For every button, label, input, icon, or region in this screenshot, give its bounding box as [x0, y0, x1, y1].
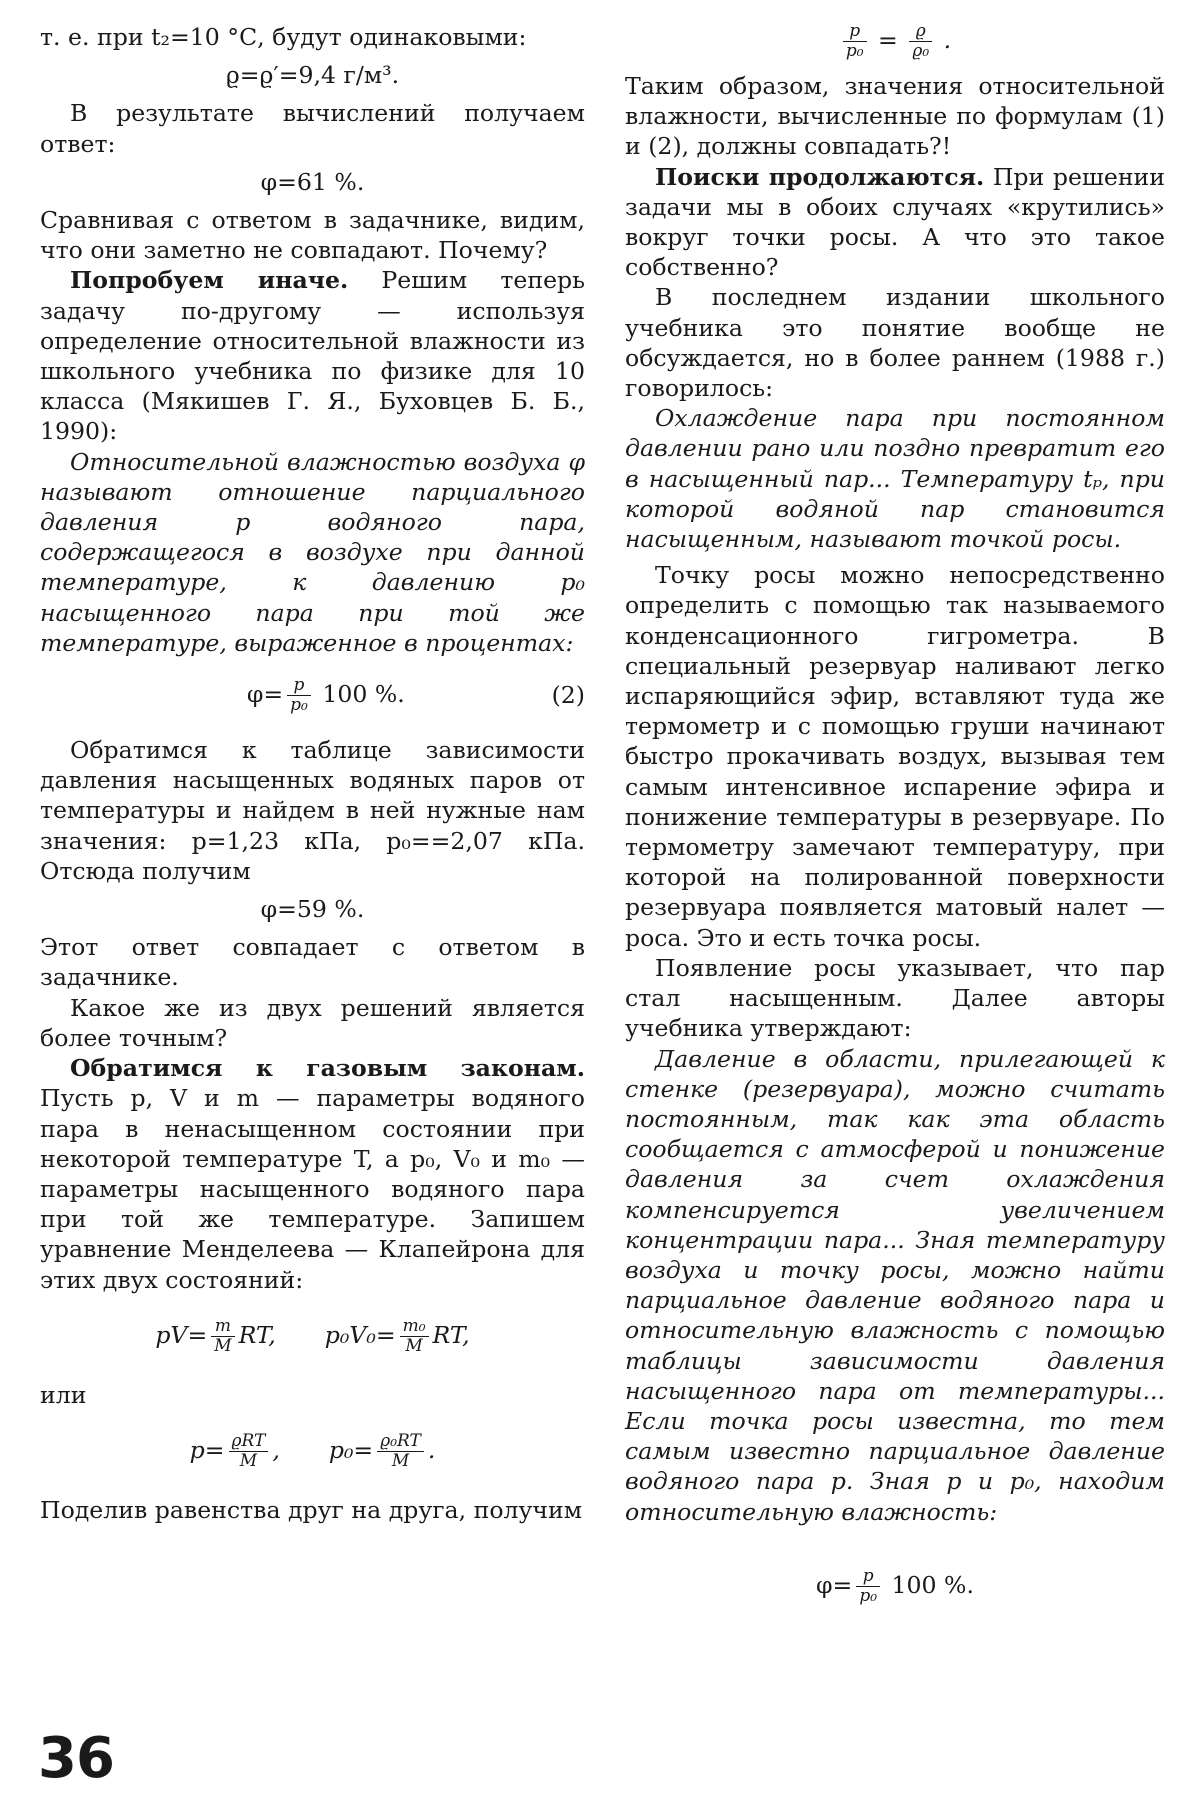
equation-ratio-equals: =: [878, 26, 898, 54]
equation-p0-fraction: [377, 1432, 424, 1471]
equation-2-rhs: 100 %.: [322, 680, 405, 709]
equation-2-numerator: p: [287, 676, 311, 696]
paragraph-last-edition: В последнем издании школьного учебника это понятие вообще не обсуждается, но в более раннем (1988 г.) говорилось:: [625, 283, 1165, 403]
equation-final-rhs: 100 %.: [891, 1570, 974, 1599]
paragraph-search-text: При решении задачи мы в обоих случаях «крутились» вокруг точки росы. А что это такое собственно?: [625, 162, 1165, 282]
quote-pressure: Давление в области, прилегающей к стенке (резервуара), можно считать постоянным, так как эта область сообщается с атмосферой и понижение давления за счет охлаждения компенсируется увеличением концентрации пара... Зная температуру воздуха и точку росы, можно найти парциальное давление водяного пара и относительную влажность с помощью таблицы зависимости давления насыщенного пара от температуры... Если точка росы известна, то тем самым известно парциальное давление водяного пара p. Зная p и p₀, находим относительную влажность:: [625, 1044, 1165, 1526]
paragraph-gas-laws: [40, 1053, 585, 1295]
paragraph-table: Обратимся к таблице зависимости давления насыщенных водяных паров от температуры и найдем в ней нужные нам значения: p=1,23 кПа, p₀==2,07 кПа. Отсюда получим: [40, 736, 585, 885]
equation-p-fraction: [229, 1432, 269, 1471]
equation-2-lhs: φ=: [246, 680, 284, 709]
equation-p0-rhs: .: [427, 1435, 436, 1464]
heading-gas-laws: Обратимся к газовым законам.: [70, 1054, 585, 1083]
equation-mk1-denominator: M: [214, 1335, 232, 1356]
equation-mk2-fraction: [400, 1317, 429, 1356]
equation-mk1-rhs: RT,: [238, 1320, 276, 1349]
equation-final: [625, 1567, 1165, 1606]
equation-p-numerator: ϱRT: [229, 1432, 269, 1452]
equation-ratio-end: .: [943, 26, 952, 54]
paragraph-try-text: Решим теперь задачу по-другому — используя определение относительной влажности из школьного учебника по физике для 10 класса (Мякишев Г. Я., Буховцев Б. Б., 1990):: [40, 266, 585, 446]
equation-mk2-numerator: m₀: [400, 1317, 429, 1337]
equation-p-rhs: ,: [272, 1435, 280, 1464]
quote-definition: Относительной влажностью воздуха φ называют отношение парциального давления p водяного пара, содержащегося в воздухе при данной температуре, к давлению p₀ насыщенного пара при той же температуре, выраженное в процентах:: [40, 447, 585, 657]
equation-ratio-fraction-2: [909, 22, 932, 61]
right-column: [625, 22, 1165, 1614]
paragraph-hygrometer: Точку росы можно непосредственно определить с помощью так называемого конденсационного гигрометра. В специальный резервуар наливают легко испаряющийся эфир, вставляют туда же термометр и с помощью груши начинают быстро прокачивать воздух, вызывая тем самым интенсивное испарение эфира и понижение температуры в резервуаре. По термометру замечают температуру, при которой на полированной поверхности резервуара появляется матовый налет — роса. Это и есть точка росы.: [625, 561, 1165, 952]
equation-phi-59: φ=59 %.: [260, 895, 365, 924]
equation-mk2-denominator: M: [405, 1335, 423, 1356]
equation-mendeleev: [40, 1317, 585, 1356]
equation-final-fraction: [856, 1567, 880, 1606]
equation-mk2-lhs: p₀V₀=: [324, 1320, 396, 1349]
equation-2-fraction: [287, 676, 311, 715]
equation-mk1-fraction: [211, 1317, 234, 1356]
equation-ratio-den2: ϱ₀: [912, 41, 930, 61]
paragraph-try-otherwise: [40, 265, 585, 446]
equation-pressures: [40, 1432, 585, 1471]
equation-p0-numerator: ϱ₀RT: [377, 1432, 424, 1452]
equation-2: [40, 676, 585, 715]
equation-p-lhs: p=: [189, 1435, 225, 1464]
paragraph-question: Какое же из двух решений является более точным?: [40, 993, 585, 1052]
quote-dew-point: Охлаждение пара при постоянном давлении рано или поздно превратит его в насыщенный пар... Температуру tₚ, при которой водяной пар становится насыщенным, называют точкой росы.: [625, 404, 1165, 554]
equation-mk1-lhs: pV=: [155, 1320, 208, 1349]
equation-final-lhs: φ=: [816, 1570, 853, 1599]
equation-2-label: (2): [551, 681, 585, 710]
paragraph-dew-appears: Появление росы указывает, что пар стал насыщенным. Далее авторы учебника утверждают:: [625, 953, 1165, 1043]
paragraph-intro: т. е. при t₂=10 °С, будут одинаковыми:: [40, 23, 527, 51]
paragraph-match: Этот ответ совпадает с ответом в задачнике.: [40, 933, 585, 992]
equation-ratio-fraction-1: [843, 22, 867, 61]
equation-phi-61: φ=61 %.: [260, 167, 365, 196]
equation-ratio-den1: p₀: [845, 41, 864, 61]
equation-2-denominator: p₀: [290, 695, 308, 716]
equation-ratio: [625, 22, 1165, 61]
paragraph-result: В результате вычислений получаем ответ:: [40, 99, 585, 158]
heading-try-otherwise: Попробуем иначе.: [70, 266, 349, 295]
page-number: 36: [38, 1726, 114, 1791]
equation-final-numerator: p: [856, 1567, 880, 1587]
equation-density: ϱ=ϱ′=9,4 г/м³.: [225, 61, 400, 90]
paragraph-compare: Сравнивая с ответом в задачнике, видим, что они заметно не совпадают. Почему?: [40, 206, 585, 265]
paragraph-coincide: Таким образом, значения относительной влажности, вычисленные по формулам (1) и (2), должны совпадать?!: [625, 72, 1165, 161]
paragraph-search: [625, 162, 1165, 283]
equation-ratio-num2: ϱ: [909, 22, 932, 42]
equation-mk2-rhs: RT,: [432, 1320, 470, 1349]
equation-mk1-numerator: m: [211, 1317, 234, 1337]
equation-p0-lhs: p₀=: [328, 1435, 374, 1464]
equation-p0-denominator: M: [391, 1450, 410, 1471]
paragraph-gas-text: Пусть p, V и m — параметры водяного пара в ненасыщенном состоянии при некоторой температуре T, а p₀, V₀ и m₀ — параметры насыщенного водяного пара при той же температуре. Запишем уравнение Менделеева — Клапейрона для этих двух состояний:: [40, 1084, 585, 1294]
paragraph-divide: Поделив равенства друг на друга, получим: [40, 1495, 583, 1524]
word-or: или: [40, 1380, 87, 1409]
equation-final-denominator: p₀: [859, 1585, 878, 1606]
equation-p-denominator: M: [239, 1450, 258, 1471]
equation-ratio-num1: p: [843, 22, 867, 42]
heading-search: Поиски продолжаются.: [655, 162, 985, 191]
left-column: [40, 22, 585, 1525]
